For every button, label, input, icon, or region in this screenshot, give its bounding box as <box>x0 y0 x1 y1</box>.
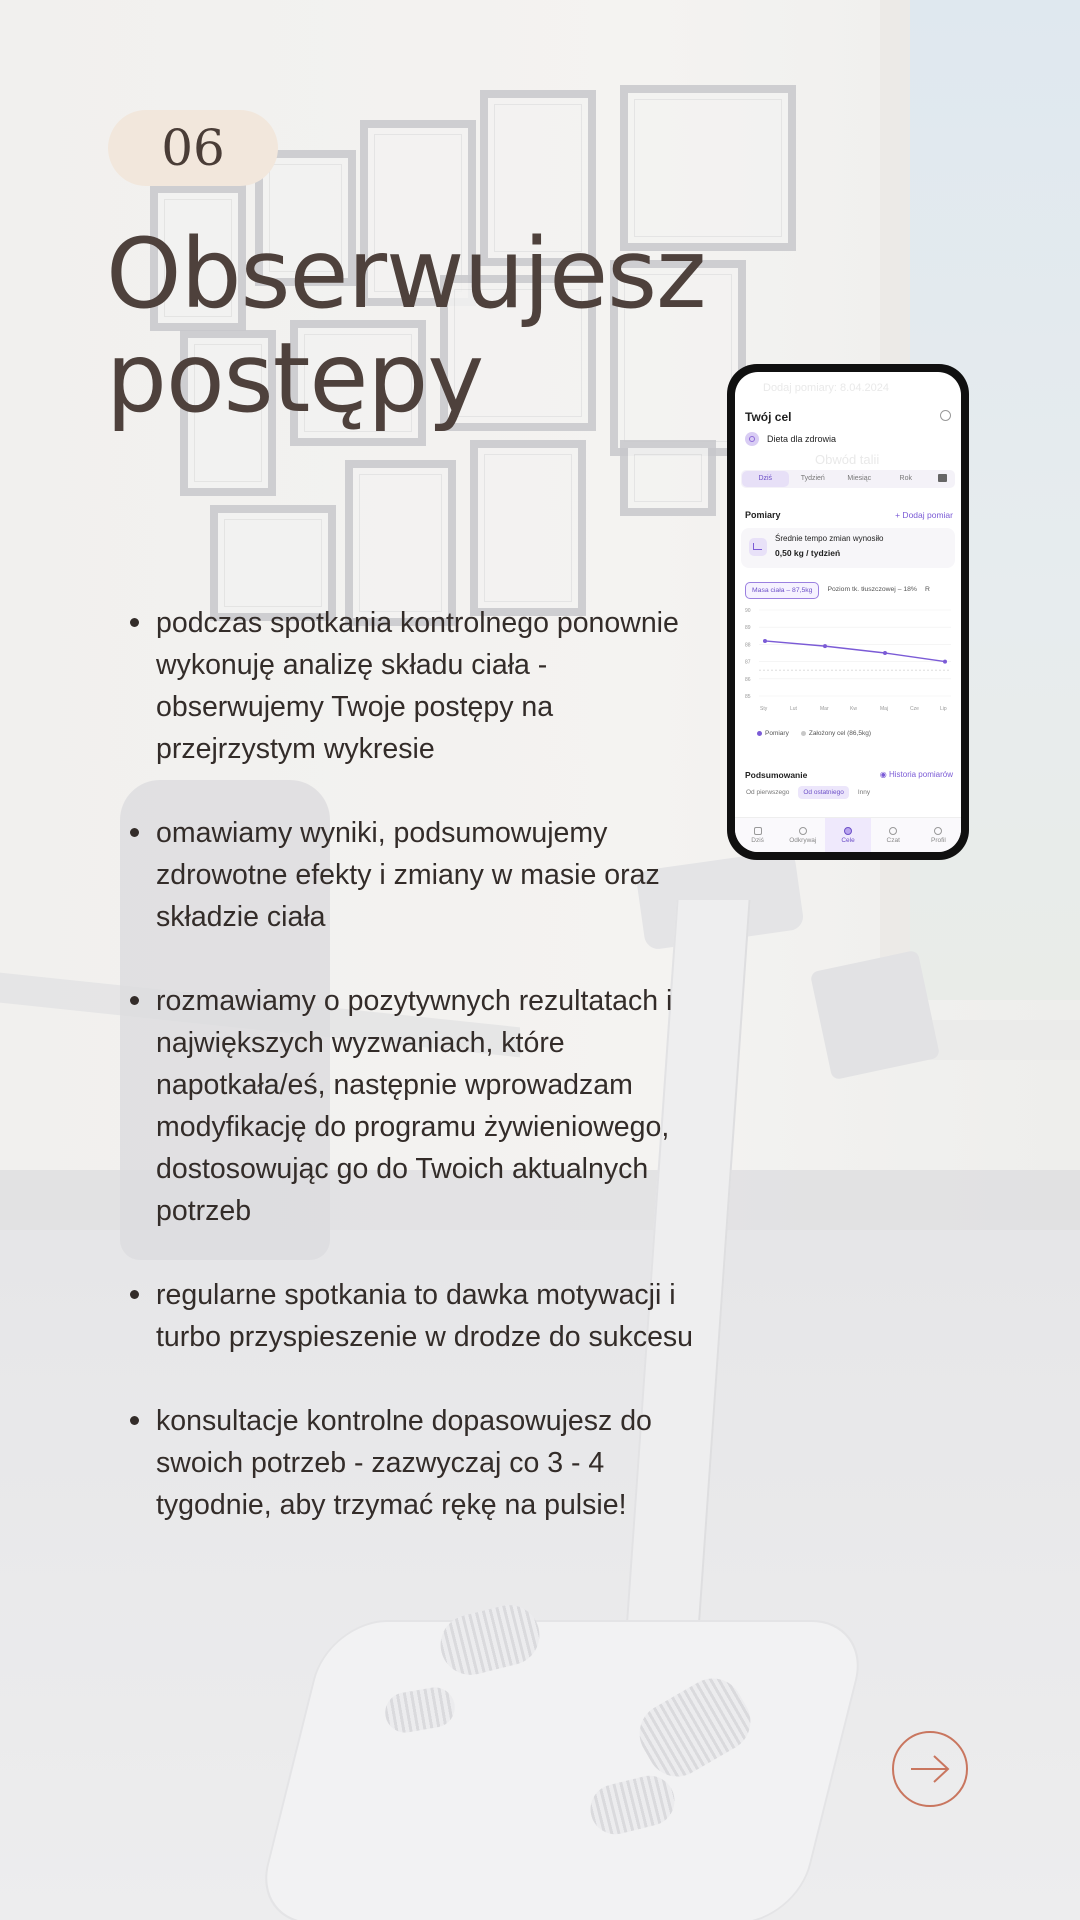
nav-goals[interactable]: Cele <box>825 818 870 852</box>
x-tick-label: Lut <box>790 706 797 712</box>
nav-chat[interactable]: Czat <box>871 818 916 852</box>
legend-goal: Założony cel (86,5kg) <box>801 730 871 737</box>
tempo-text: Średnie tempo zmian wynosiło <box>775 534 884 543</box>
legend-measurements: Pomiary <box>757 730 789 737</box>
next-slide-button[interactable] <box>892 1731 968 1807</box>
bullet-list <box>128 602 708 1568</box>
y-tick-label: 90 <box>745 608 751 614</box>
x-tick-label: Lip <box>940 706 947 712</box>
phone-screen <box>735 372 961 852</box>
weight-point[interactable] <box>823 644 827 648</box>
title-line-2: postępy <box>106 322 484 434</box>
measurements-label: Pomiary <box>745 510 781 520</box>
bullet-item: podczas spotkania kontrolnego ponownie wykonuję analizę składu ciała - obserwujemy Twoje postępy na przejrzystym wykresie <box>128 602 708 770</box>
metric-tab-more[interactable]: R <box>924 586 930 593</box>
trend-icon <box>749 538 767 556</box>
chat-icon <box>889 827 897 835</box>
target-icon <box>844 827 852 835</box>
x-tick-label: Mar <box>820 706 829 712</box>
phone-mockup <box>727 364 969 860</box>
chart-legend <box>757 730 871 737</box>
y-tick-label: 85 <box>745 694 751 700</box>
summary-label: Podsumowanie <box>745 770 808 780</box>
period-tabs <box>741 470 955 488</box>
summary-tab-first[interactable]: Od pierwszego <box>746 789 790 796</box>
bottom-nav <box>735 817 961 852</box>
bullet-item: rozmawiamy o pozytywnych rezultatach i największych wyzwaniach, które napotkała/eś, następnie wprowadzam modyfikację do programu żywieniowego, dostosowując go do Twoich aktualnych potrzeb <box>128 980 708 1232</box>
calendar-icon[interactable] <box>929 469 955 490</box>
tab-today[interactable]: Dziś <box>742 471 789 487</box>
user-icon <box>934 827 942 835</box>
certificate-frame <box>470 440 586 616</box>
certificate-frame <box>620 440 716 516</box>
add-measurement-link[interactable]: + Dodaj pomiar <box>895 510 953 520</box>
x-tick-label: Cze <box>910 706 919 712</box>
slide-number-badge <box>108 110 278 186</box>
ghost-text: Obwód talii <box>815 452 880 467</box>
weight-chart <box>741 604 957 714</box>
weight-point[interactable] <box>943 660 947 664</box>
metric-tabs <box>745 582 930 599</box>
x-tick-label: Maj <box>880 706 889 712</box>
x-tick-label: Kw <box>850 706 857 712</box>
compass-icon <box>799 827 807 835</box>
tab-year[interactable]: Rok <box>899 475 912 482</box>
summary-tabs <box>741 786 875 799</box>
x-tick-label: Sty <box>760 706 768 712</box>
summary-tab-last[interactable]: Od ostatniego <box>798 786 848 799</box>
metric-tab-fat[interactable]: Poziom tk. tłuszczowej – 18% <box>827 586 917 593</box>
slide-title <box>106 218 826 434</box>
diet-label: Dieta dla zdrowia <box>767 434 837 444</box>
nav-today[interactable]: Dziś <box>735 818 780 852</box>
slide-number: 06 <box>161 119 225 177</box>
goal-title: Twój cel <box>745 410 792 424</box>
bullet-item: omawiamy wyniki, podsumowujemy zdrowotne efekty i zmiany w masie oraz składzie ciała <box>128 812 708 938</box>
tempo-card <box>741 528 955 568</box>
grid-icon <box>754 827 762 835</box>
target-icon <box>745 432 759 446</box>
tempo-value: 0,50 kg / tydzień <box>775 548 841 558</box>
y-tick-label: 88 <box>745 642 751 649</box>
metric-tab-weight[interactable]: Masa ciała – 87,5kg <box>745 582 819 599</box>
tab-week[interactable]: Tydzień <box>800 475 825 482</box>
history-link[interactable]: ◉ Historia pomiarów <box>879 770 953 779</box>
weight-point[interactable] <box>763 639 767 643</box>
printer <box>810 950 940 1080</box>
bullet-item: konsultacje kontrolne dopasowujesz do swoich potrzeb - zazwyczaj co 3 - 4 tygodnie, aby trzymać rękę na pulsie! <box>128 1400 708 1526</box>
tab-month[interactable]: Miesiąc <box>847 475 872 482</box>
weight-point[interactable] <box>883 651 887 655</box>
title-line-1: Obserwujesz <box>106 218 706 330</box>
bullet-item: regularne spotkania to dawka motywacji i turbo przyspieszenie w drodze do sukcesu <box>128 1274 708 1358</box>
diet-row[interactable] <box>745 432 836 446</box>
arrow-right-icon <box>908 1754 952 1784</box>
y-tick-label: 86 <box>745 676 751 683</box>
help-icon[interactable] <box>940 410 951 421</box>
y-tick-label: 87 <box>745 659 751 666</box>
nav-profile[interactable]: Profil <box>916 818 961 852</box>
y-tick-label: 89 <box>745 625 751 632</box>
summary-tab-other[interactable]: Inny <box>857 789 871 796</box>
ghost-text: Dodaj pomiary: 8.04.2024 <box>763 382 889 394</box>
body-analyzer-base <box>252 1620 872 1920</box>
weight-series-line <box>765 641 945 662</box>
nav-discover[interactable]: Odkrywaj <box>780 818 825 852</box>
